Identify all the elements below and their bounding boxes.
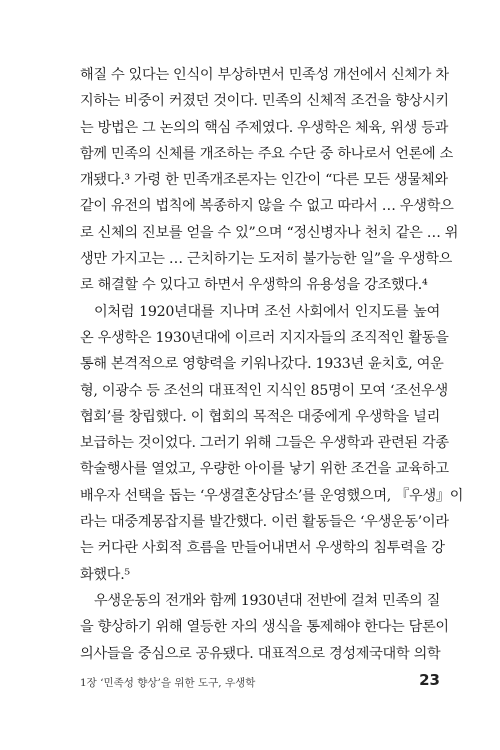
text-line: 보급하는 것이었다. 그러기 위해 그들은 우생학과 관련된 각종 xyxy=(80,435,449,452)
text-line: 지하는 비중이 커졌던 것이다. 민족의 신체적 조건을 향상시키 xyxy=(80,93,449,110)
text-line: 온 우생학은 1930년대에 이르러 지지자들의 조직적인 활동을 xyxy=(80,329,449,346)
text-line: 생만 가지고는 … 근치하기는 도저히 불가능한 일”을 우생학으 xyxy=(80,251,453,268)
text-line: 개됐다.³ 가령 한 민족개조론자는 인간이 “다른 모든 생물체와 xyxy=(80,172,448,189)
text-line: 는 방법은 그 논의의 핵심 주제였다. 우생학은 체육, 위생 등과 xyxy=(80,119,449,136)
running-footer-chapter: 1장 ‘민족성 향상’을 위한 도구, 우생학 xyxy=(80,677,256,689)
text-line: 을 향상하기 위해 열등한 자의 생식을 통제해야 한다는 담론이 xyxy=(80,619,449,636)
text-line: 로 신체의 진보를 얻을 수 있”으며 “정신병자나 천치 같은 … 위 xyxy=(80,224,459,241)
text-line: 협회’를 창립했다. 이 협회의 목적은 대중에게 우생학을 널리 xyxy=(80,408,440,425)
text-line: 라는 대중계몽잡지를 발간했다. 이런 활동들은 ‘우생운동’이라 xyxy=(80,514,449,531)
text-line: 형, 이광수 등 조선의 대표적인 지식인 85명이 모여 ‘조선우생 xyxy=(80,382,448,399)
text-line: 같이 유전의 법칙에 복종하지 않을 수 없고 따라서 … 우생학으 xyxy=(80,198,454,215)
text-line: 해질 수 있다는 인식이 부상하면서 민족성 개선에서 신체가 차 xyxy=(80,67,449,83)
text-line: 통해 본격적으로 영향력을 키워나갔다. 1933년 윤치호, 여운 xyxy=(80,356,444,373)
text-line: 우생운동의 전개와 함께 1930년대 전반에 걸쳐 민족의 질 xyxy=(94,592,440,609)
text-line: 는 커다란 사회적 흐름을 만들어내면서 우생학의 침투력을 강 xyxy=(80,540,445,557)
body-text xyxy=(80,62,464,667)
text-line: 이처럼 1920년대를 지나며 조선 사회에서 인지도를 높여 xyxy=(94,303,440,320)
page-number: 23 xyxy=(419,671,440,689)
text-line: 학술행사를 열었고, 우량한 아이를 낳기 위한 조건을 교육하고 xyxy=(80,461,449,478)
text-line: 로 해결할 수 있다고 하면서 우생학의 유용성을 강조했다.⁴ xyxy=(80,277,428,294)
text-line: 함께 민족의 신체를 개조하는 주요 수단 중 하나로서 언론에 소 xyxy=(80,145,454,162)
text-line: 배우자 선택을 돕는 ‘우생결혼상담소’를 운영했으며, 『우생』이 xyxy=(80,487,464,504)
text-line: 의사들을 중심으로 공유됐다. 대표적으로 경성제국대학 의학 xyxy=(80,645,441,662)
text-line: 화했다.⁵ xyxy=(80,566,130,583)
